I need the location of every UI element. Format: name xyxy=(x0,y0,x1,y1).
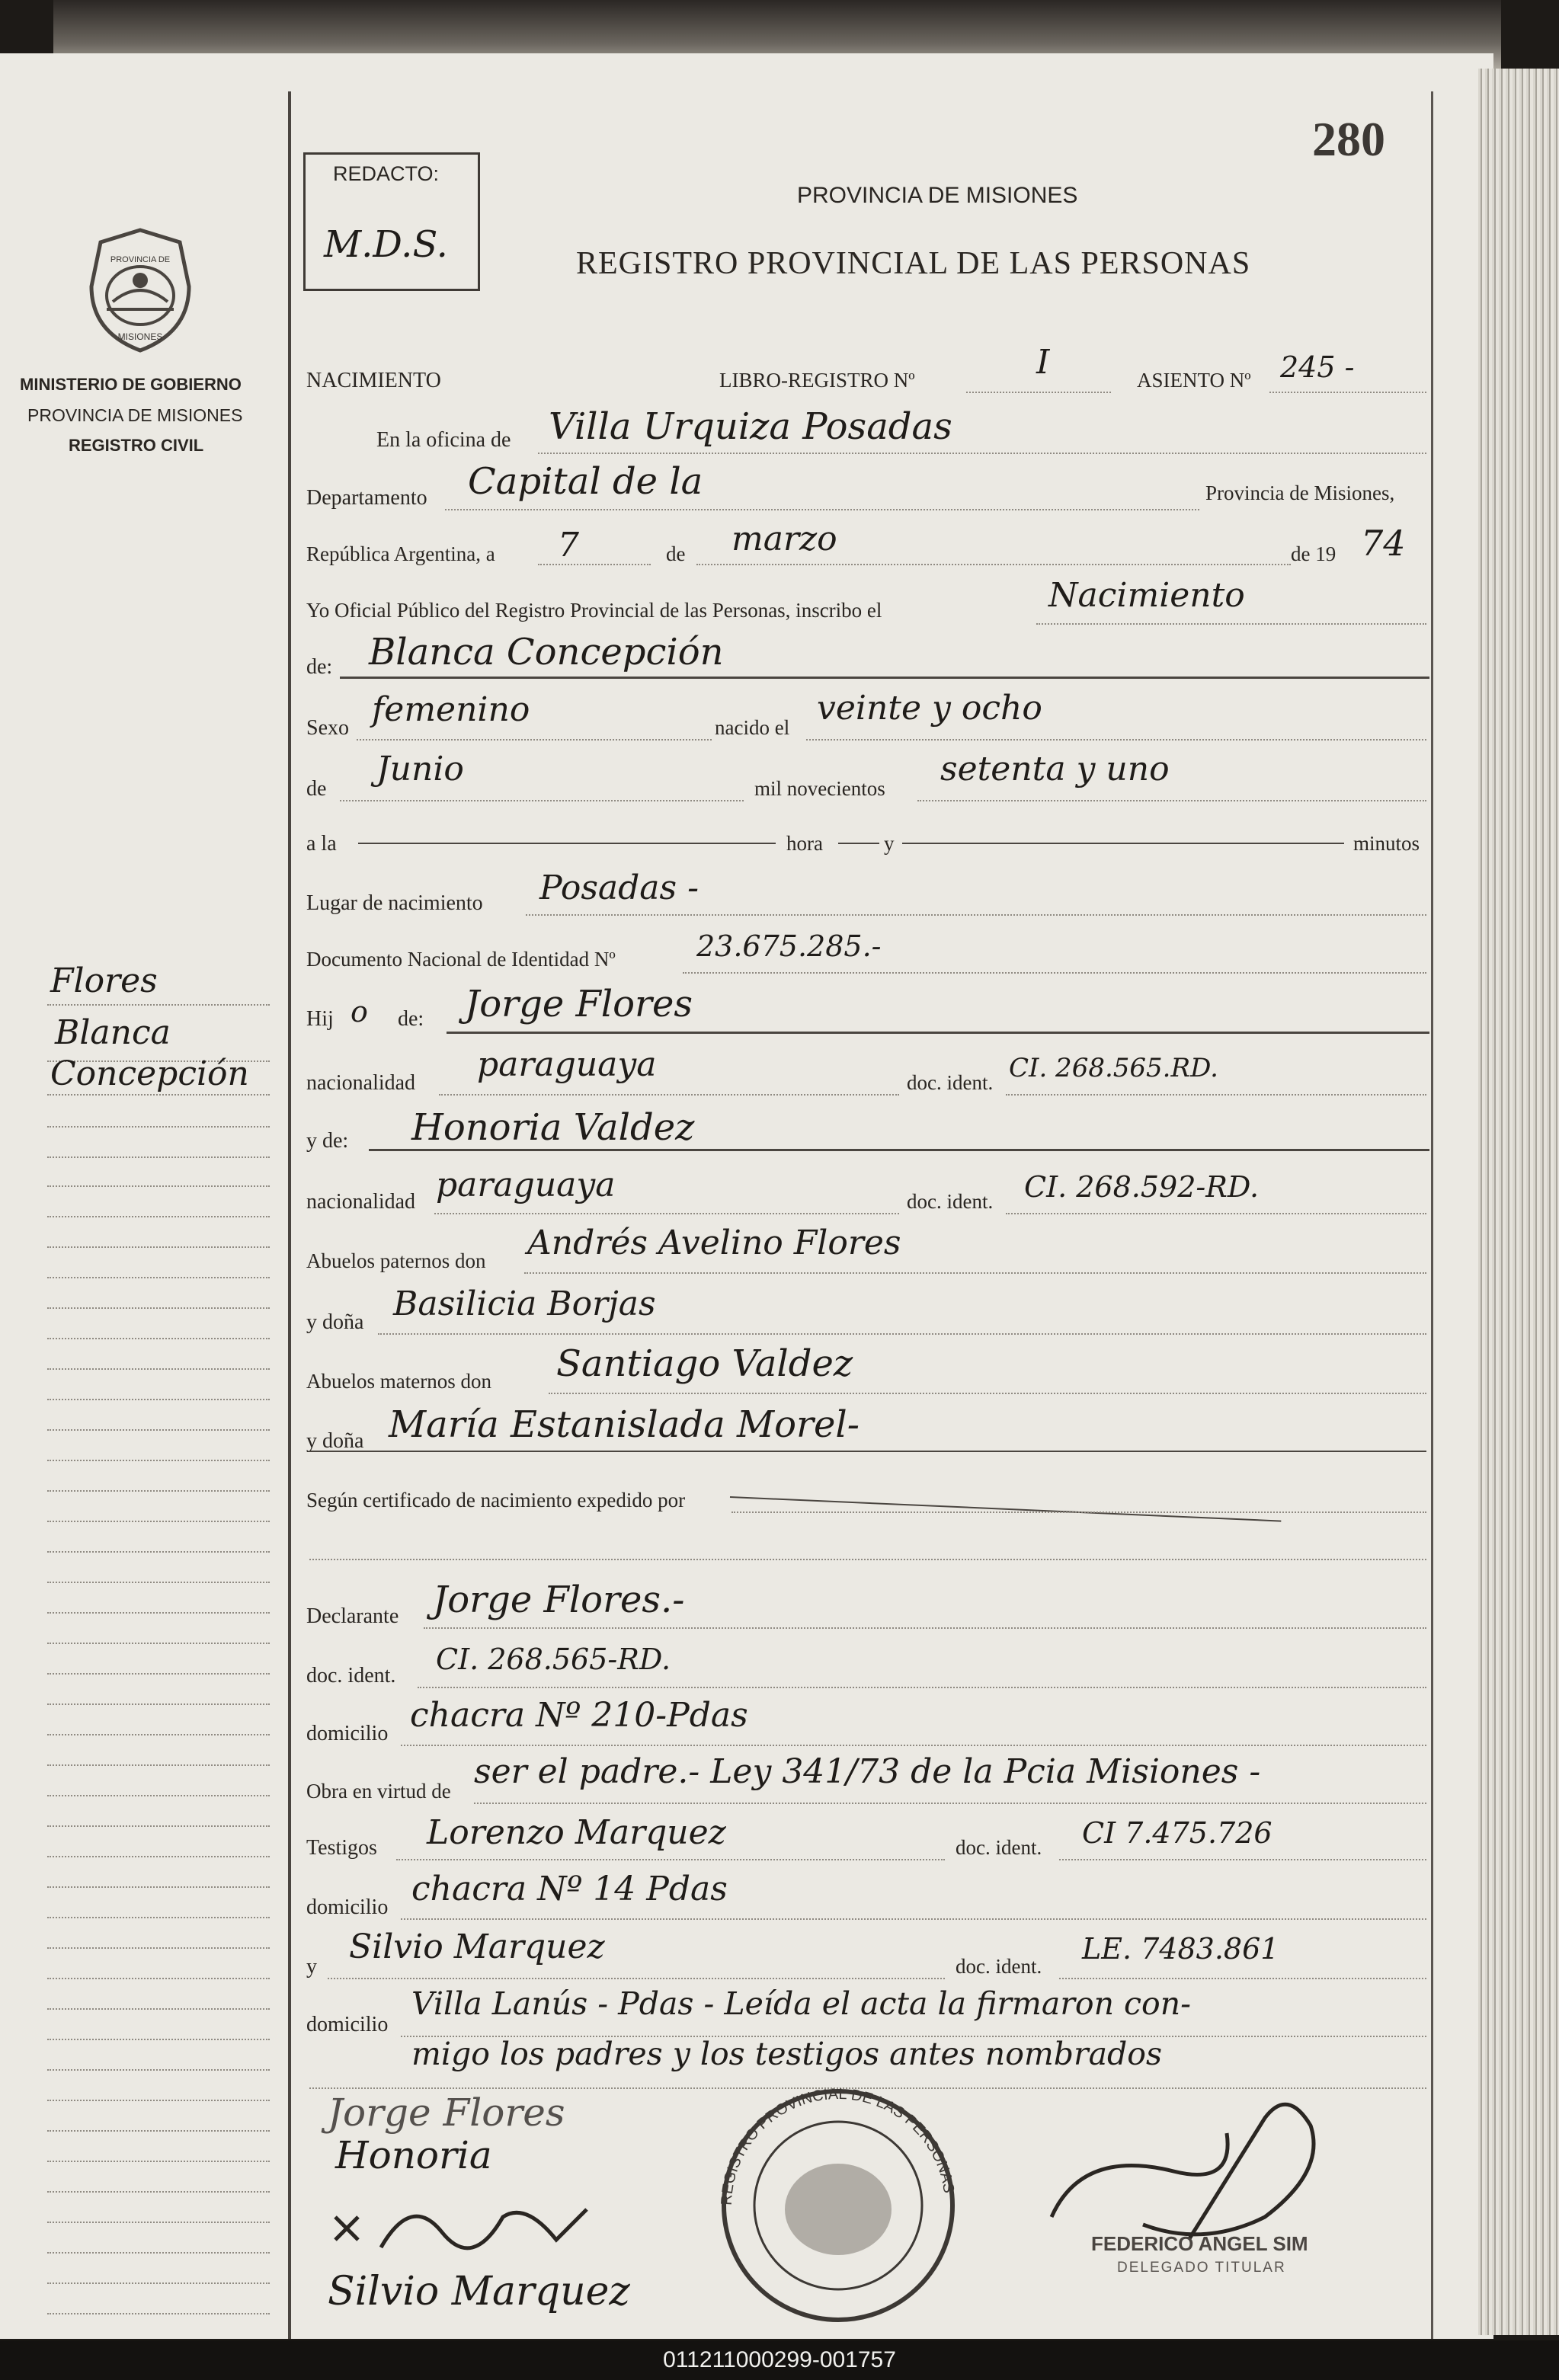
redacto-label: REDACTO: xyxy=(333,162,440,185)
inscribo-value: Nacimiento xyxy=(1048,576,1245,615)
hora-line-3 xyxy=(902,843,1344,844)
abuela-m-line xyxy=(309,1451,1426,1452)
hora-label: hora xyxy=(786,832,823,855)
testigos-label: Testigos xyxy=(306,1836,377,1860)
doc-madre-label: doc. ident. xyxy=(907,1190,994,1213)
nacido-fill xyxy=(806,739,1426,741)
right-rule xyxy=(1431,91,1433,2339)
lugar-value: Posadas - xyxy=(539,869,699,907)
doc-madre-fill xyxy=(1006,1213,1426,1214)
fecha-de: de xyxy=(666,542,686,565)
domicilio2-label: domicilio xyxy=(306,1895,389,1919)
madre-line xyxy=(369,1149,1429,1151)
nacido-label: nacido el xyxy=(715,716,790,739)
hora-line-1 xyxy=(358,843,776,844)
registry-stamp xyxy=(701,2080,975,2331)
testigo2-doc-fill xyxy=(1059,1978,1426,1979)
nac-madre-fill xyxy=(434,1213,899,1214)
inscribo-label: Yo Oficial Público del Registro Provincial de las Personas, inscribo el xyxy=(306,599,882,622)
seal-text-bottom: MISIONES xyxy=(117,331,163,342)
padre-value: Jorge Flores xyxy=(465,983,693,1025)
sexo-label: Sexo xyxy=(306,716,349,740)
minutos-label: minutos xyxy=(1353,832,1420,855)
hora-a-la: a la xyxy=(306,832,337,856)
doc-decl-fill xyxy=(418,1687,1426,1688)
declarante-value: Jorge Flores.- xyxy=(433,1579,685,1621)
fecha-prefix: República Argentina, a xyxy=(306,542,495,565)
mes-value: Junio xyxy=(376,750,464,789)
provincial-seal-logo xyxy=(82,226,198,355)
margin-name-2: Blanca xyxy=(55,1013,171,1052)
oficina-label: En la oficina de xyxy=(376,428,511,452)
oficina-fill xyxy=(538,453,1426,454)
obra-fill xyxy=(474,1803,1426,1804)
hijo-label-a: Hij xyxy=(306,1007,334,1031)
fecha-day: 7 xyxy=(558,526,579,565)
de-nombre-label: de: xyxy=(306,655,333,679)
obra-label: Obra en virtud de xyxy=(306,1780,451,1803)
doc-padre-fill xyxy=(1006,1094,1426,1096)
testigo2-label: y xyxy=(306,1955,317,1979)
nac-padre-label: nacionalidad xyxy=(306,1071,416,1095)
testigo2-fill xyxy=(328,1978,945,1979)
dni-label: Documento Nacional de Identidad Nº xyxy=(306,948,616,971)
testigos-doc-value: CI 7.475.726 xyxy=(1082,1816,1272,1850)
libro-value: I xyxy=(1036,343,1050,382)
nacimiento-label: NACIMIENTO xyxy=(306,369,441,392)
domicilio2-fill xyxy=(401,1918,1426,1920)
doc-madre-value: CI. 268.592-RD. xyxy=(1024,1170,1260,1204)
declarante-fill xyxy=(424,1627,1426,1629)
abuelos-m-label: Abuelos maternos don xyxy=(306,1370,491,1393)
dni-fill xyxy=(683,972,1426,974)
testigos-doc-fill xyxy=(1059,1859,1426,1860)
fecha-day-fill xyxy=(538,564,651,565)
declarante-label: Declarante xyxy=(306,1604,399,1628)
libro-fill xyxy=(966,392,1111,393)
domicilio3-value: Villa Lanús - Pdas - Leída el acta la firmaron con- xyxy=(411,1985,1191,2022)
nac-madre-value: paraguaya xyxy=(436,1166,616,1204)
doc-decl-value: CI. 268.565-RD. xyxy=(436,1643,671,1676)
testigos-fill xyxy=(396,1859,945,1860)
fecha-month-fill xyxy=(696,564,1291,565)
hora-y: y xyxy=(884,832,895,855)
certificado-fill-2 xyxy=(309,1559,1426,1560)
lugar-fill xyxy=(526,914,1426,916)
obra-value: ser el padre.- Ley 341/73 de la Pcia Misiones - xyxy=(474,1752,1261,1791)
certificado-fill-1 xyxy=(731,1511,1426,1513)
oficina-value: Villa Urquiza Posadas xyxy=(549,405,952,448)
signature-2: Honoria xyxy=(335,2133,492,2177)
domicilio3-line2: migo los padres y los testigos antes nombrados xyxy=(411,2036,1163,2072)
certificado-label: Según certificado de nacimiento expedido por xyxy=(306,1489,686,1511)
abuela-p-label: y doña xyxy=(306,1310,364,1334)
madre-value: Honoria Valdez xyxy=(411,1106,695,1149)
redacto-value: M.D.S. xyxy=(324,223,448,266)
redacto-box xyxy=(303,152,480,291)
doc-decl-label: doc. ident. xyxy=(306,1664,396,1687)
doc-padre-label: doc. ident. xyxy=(907,1071,994,1094)
signature-1: Jorge Flores xyxy=(328,2090,565,2135)
margin-name-1: Flores xyxy=(50,961,158,1000)
testigos-value: Lorenzo Marquez xyxy=(427,1813,726,1852)
ministry-line1: MINISTERIO DE GOBIERNO xyxy=(20,375,242,394)
domicilio1-label: domicilio xyxy=(306,1722,389,1745)
nacido-value: veinte y ocho xyxy=(817,689,1042,728)
lugar-label: Lugar de nacimiento xyxy=(306,891,483,915)
abuela-p-fill xyxy=(378,1333,1426,1335)
dni-value: 23.675.285.- xyxy=(696,929,882,963)
asiento-fill xyxy=(1269,392,1426,393)
signature-4: Silvio Marquez xyxy=(328,2269,630,2314)
testigo2-doc-value: LE. 7483.861 xyxy=(1082,1932,1279,1966)
signature-3-scribble xyxy=(328,2186,632,2263)
nac-padre-value: paraguaya xyxy=(477,1045,657,1084)
ministry-line2: PROVINCIA DE MISIONES xyxy=(27,405,243,425)
abuela-m-label: y doña xyxy=(306,1429,364,1453)
official-title: DELEGADO TITULAR xyxy=(1117,2260,1286,2276)
departamento-label: Departamento xyxy=(306,486,427,510)
libro-label: LIBRO-REGISTRO Nº xyxy=(719,369,915,392)
mil-value: setenta y uno xyxy=(940,750,1170,789)
inscribo-fill xyxy=(1036,623,1426,625)
domicilio3-label: domicilio xyxy=(306,2013,389,2036)
testigos-doc-label: doc. ident. xyxy=(956,1836,1042,1859)
testigo2-value: Silvio Marquez xyxy=(349,1927,605,1966)
footer-id: 011211000299-001757 xyxy=(0,2340,1559,2380)
abuela-m-value: María Estanislada Morel- xyxy=(389,1403,860,1446)
province-header: PROVINCIA DE MISIONES xyxy=(797,183,1078,208)
fecha-month: marzo xyxy=(731,520,837,558)
ministry-line3: REGISTRO CIVIL xyxy=(69,436,204,455)
nac-padre-fill xyxy=(439,1094,899,1096)
padre-line xyxy=(447,1032,1429,1034)
domicilio2-value: chacra Nº 14 Pdas xyxy=(411,1870,728,1908)
margin-rule xyxy=(288,91,291,2339)
domicilio1-value: chacra Nº 210-Pdas xyxy=(410,1696,748,1735)
mes-label: de xyxy=(306,777,327,801)
abuelos-p-fill xyxy=(524,1272,1426,1274)
hijo-label-b: de: xyxy=(398,1007,424,1031)
sexo-value: femenino xyxy=(372,690,530,729)
book-page-edges xyxy=(1478,69,1559,2335)
mil-fill xyxy=(917,800,1426,801)
asiento-label: ASIENTO Nº xyxy=(1137,369,1251,392)
domicilio1-fill xyxy=(401,1745,1426,1746)
abuelos-p-label: Abuelos paternos don xyxy=(306,1249,486,1272)
abuela-p-value: Basilicia Borjas xyxy=(393,1284,656,1323)
official-signature xyxy=(1036,2087,1433,2255)
departamento-fill xyxy=(445,509,1199,510)
abuelos-m-value: Santiago Valdez xyxy=(556,1342,853,1385)
de-nombre-value: Blanca Concepción xyxy=(369,631,724,673)
nac-madre-label: nacionalidad xyxy=(306,1190,416,1214)
fecha-year-suffix: 74 xyxy=(1361,523,1406,564)
mes-fill xyxy=(340,800,744,801)
seal-text-top: PROVINCIA DE xyxy=(110,255,171,264)
hijo-label-o: o xyxy=(351,995,368,1028)
stamp-text: REGISTRO PROVINCIAL DE LAS PERSONAS xyxy=(718,2085,958,2206)
testigo2-doc-label: doc. ident. xyxy=(956,1955,1042,1978)
departamento-value: Capital de la xyxy=(468,460,703,503)
de-nombre-line xyxy=(340,677,1429,679)
madre-label: y de: xyxy=(306,1129,349,1153)
abuelos-m-fill xyxy=(549,1393,1426,1394)
mil-label: mil novecientos xyxy=(754,777,885,800)
official-name: FEDERICO ANGEL SIM xyxy=(1091,2232,1308,2255)
hora-line-2 xyxy=(838,843,879,844)
registry-header: REGISTRO PROVINCIAL DE LAS PERSONAS xyxy=(576,246,1251,281)
abuelos-p-value: Andrés Avelino Flores xyxy=(527,1224,901,1262)
fecha-year-prefix: de 19 xyxy=(1291,542,1337,565)
page-number: 280 xyxy=(1312,112,1385,166)
doc-padre-value: CI. 268.565.RD. xyxy=(1009,1053,1218,1083)
margin-name-3: Concepción xyxy=(50,1054,249,1093)
asiento-value: 245 - xyxy=(1280,350,1355,384)
departamento-suffix: Provincia de Misiones, xyxy=(1205,481,1395,504)
sexo-fill xyxy=(357,739,712,741)
